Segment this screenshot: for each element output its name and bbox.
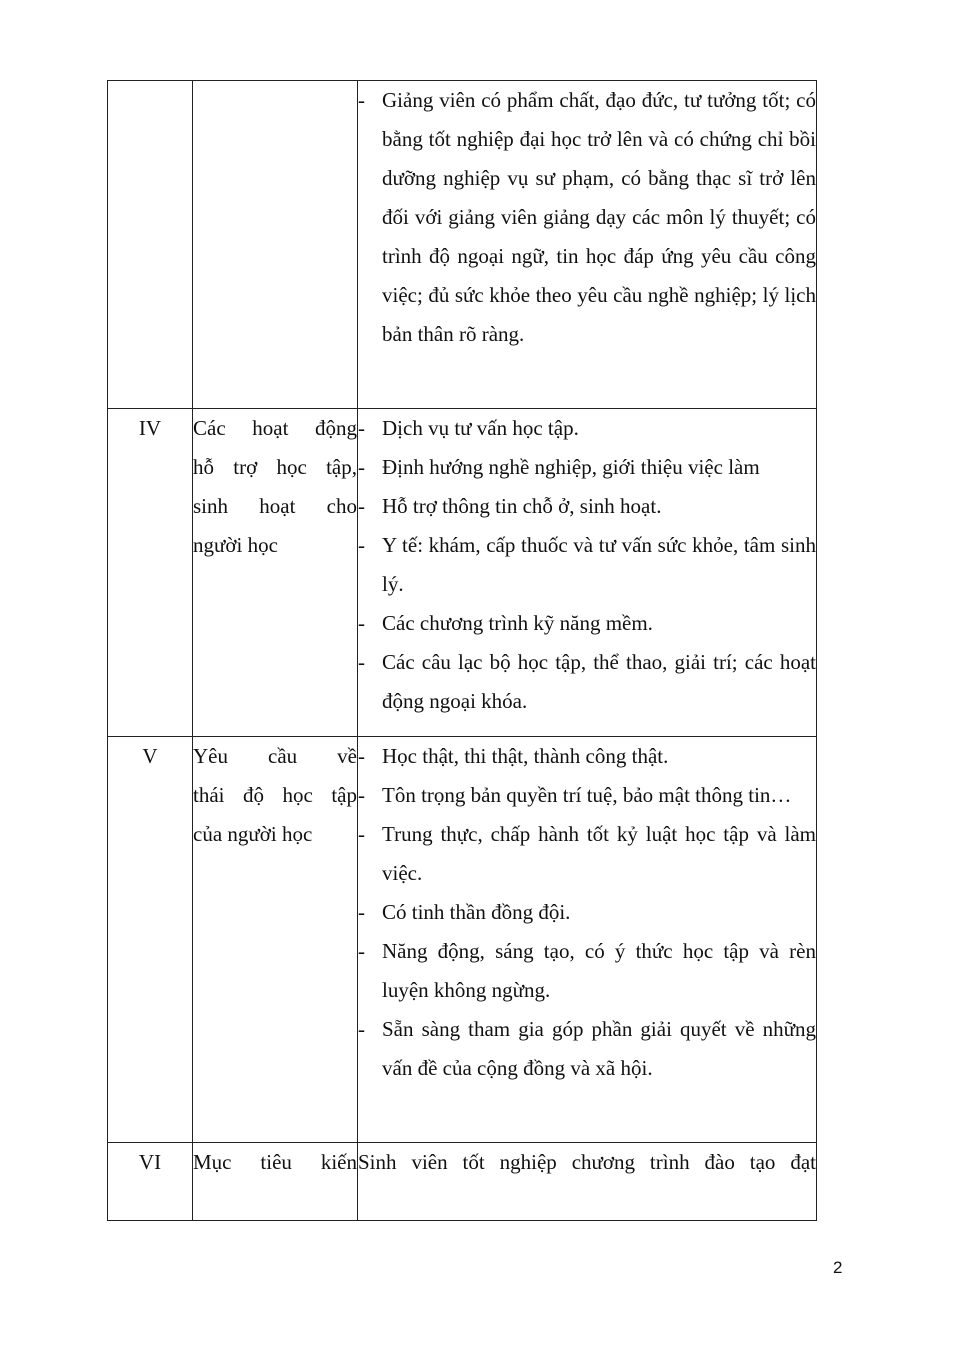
- row-title: [193, 81, 358, 409]
- row-title: [193, 737, 358, 1143]
- page-number: 2: [833, 1258, 843, 1277]
- list-item-text: Hỗ trợ thông tin chỗ ở, sinh hoạt.: [382, 494, 662, 518]
- row-title: [193, 409, 358, 737]
- row-text: Sinh viên tốt nghiệp chương trình đào tạo đạt: [358, 1143, 817, 1221]
- title-line: thái độ học tập: [193, 783, 357, 807]
- title-line: sinh hoạt cho: [193, 494, 357, 518]
- dash-marker: -: [358, 900, 365, 924]
- row-number: VI: [108, 1143, 193, 1221]
- list-item: [358, 815, 816, 893]
- row-title: [193, 1143, 358, 1221]
- row-items: [358, 409, 817, 737]
- table-row: [108, 1143, 817, 1221]
- table-row: [108, 409, 817, 737]
- row-number: IV: [108, 409, 193, 737]
- dash-marker: -: [358, 494, 365, 518]
- row-items: [358, 737, 817, 1143]
- dash-marker: -: [358, 783, 365, 807]
- list-item: [358, 643, 816, 721]
- dash-marker: -: [358, 650, 365, 674]
- list-item-text: Tôn trọng bản quyền trí tuệ, bảo mật thông tin…: [382, 783, 792, 807]
- list-item: [358, 737, 816, 776]
- title-line: người học: [193, 533, 278, 557]
- list-item: [358, 604, 816, 643]
- list-item: [358, 487, 816, 526]
- dash-marker: -: [358, 455, 365, 479]
- list-item-text: Giảng viên có phẩm chất, đạo đức, tư tưởng tốt; có bằng tốt nghiệp đại học trở lên và có chứng chỉ bồi dưỡng nghiệp vụ sư phạm, có bằng thạc sĩ trở lên đối với giảng viên giảng dạy các môn lý thuyết; có trình độ ngoại ngữ, tin học đáp ứng yêu cầu công việc; đủ sức khỏe theo yêu cầu nghề nghiệp; lý lịch bản thân rõ ràng.: [382, 88, 816, 346]
- title-line: Mục tiêu kiến: [193, 1150, 357, 1174]
- dash-marker: -: [358, 533, 365, 557]
- table-row: [108, 737, 817, 1143]
- dash-marker: -: [358, 744, 365, 768]
- list-item-text: Năng động, sáng tạo, có ý thức học tập và rèn luyện không ngừng.: [382, 939, 816, 1002]
- dash-marker: -: [358, 939, 365, 963]
- list-item: [358, 932, 816, 1010]
- list-item-text: Y tế: khám, cấp thuốc và tư vấn sức khỏe, tâm sinh lý.: [382, 533, 816, 596]
- row-number: [108, 81, 193, 409]
- list-item: [358, 448, 816, 487]
- list-item: [358, 1010, 816, 1088]
- list-item-text: Học thật, thi thật, thành công thật.: [382, 744, 669, 768]
- list-item-text: Sẵn sàng tham gia góp phần giải quyết về những vấn đề của cộng đồng và xã hội.: [382, 1017, 816, 1080]
- dash-marker: -: [358, 88, 365, 112]
- list-item-text: Các câu lạc bộ học tập, thể thao, giải trí; các hoạt động ngoại khóa.: [382, 650, 816, 713]
- list-item: [358, 893, 816, 932]
- list-item-text: Trung thực, chấp hành tốt kỷ luật học tập và làm việc.: [382, 822, 816, 885]
- table-row: [108, 81, 817, 409]
- dash-marker: -: [358, 822, 365, 846]
- list-item: [358, 409, 816, 448]
- title-line: Yêu cầu về: [193, 744, 357, 768]
- dash-marker: -: [358, 1017, 365, 1041]
- list-item-text: Các chương trình kỹ năng mềm.: [382, 611, 653, 635]
- title-line: Các hoạt động: [193, 416, 357, 440]
- program-table: [107, 80, 817, 1221]
- list-item: [358, 776, 816, 815]
- list-item: [358, 81, 816, 354]
- title-line: hỗ trợ học tập,: [193, 455, 357, 479]
- row-number: V: [108, 737, 193, 1143]
- row-items: [358, 81, 817, 409]
- list-item-text: Dịch vụ tư vấn học tập.: [382, 416, 579, 440]
- list-item-text: Có tinh thần đồng đội.: [382, 900, 571, 924]
- title-line: của người học: [193, 822, 313, 846]
- list-item: [358, 526, 816, 604]
- dash-marker: -: [358, 611, 365, 635]
- dash-marker: -: [358, 416, 365, 440]
- list-item-text: Định hướng nghề nghiệp, giới thiệu việc làm: [382, 455, 760, 479]
